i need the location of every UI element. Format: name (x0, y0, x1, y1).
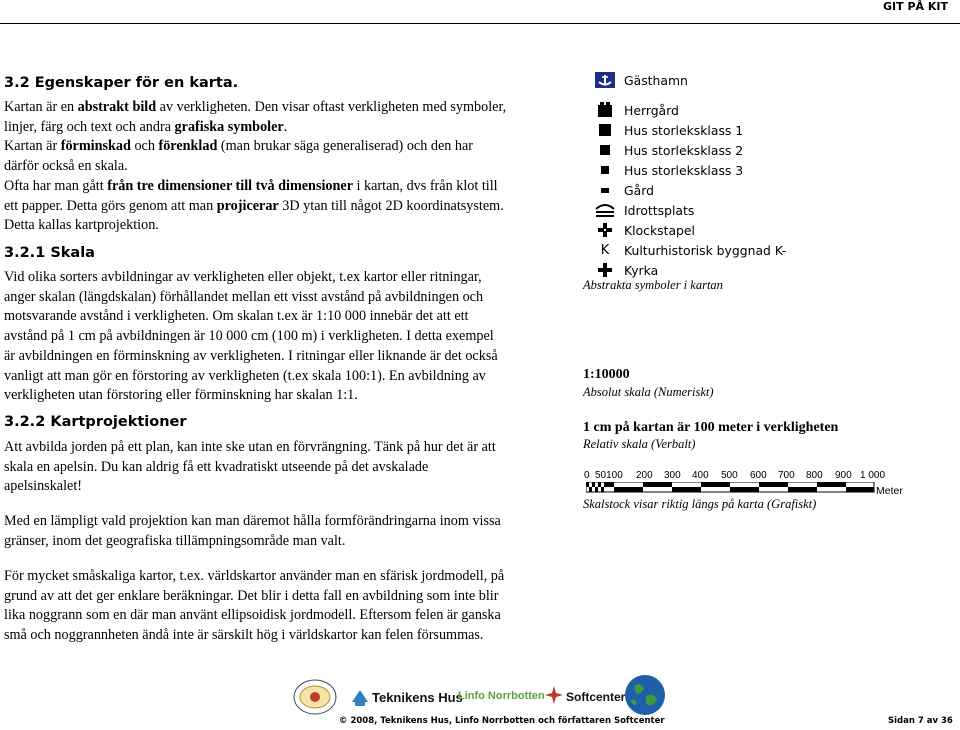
symbol-label: Herrgård (624, 102, 679, 118)
scale-tick-label: 200 (636, 470, 653, 481)
square-medium-icon (594, 141, 616, 159)
symbols-caption: Abstrakta symboler i kartan (583, 278, 723, 292)
symbol-label: Klockstapel (624, 222, 695, 238)
section-3-2-body (4, 98, 579, 236)
paragraph-line: är avbildningen en förminskning av verkligheten. I ritningar eller liknande är det också (4, 347, 498, 364)
section-heading-3-2: 3.2 Egenskaper för en karta. (4, 75, 239, 91)
scale-tick-label: 800 (806, 470, 823, 481)
logo-linfo-norrbotten: Linfo Norrbotten (458, 690, 545, 702)
square-large-icon (594, 121, 616, 139)
verbal-scale: 1 cm på kartan är 100 meter i verkligheten (583, 420, 839, 435)
paragraph-line: Detta kallas kartprojektion. (4, 217, 159, 234)
paragraph-line: vanligt att man gör en förstoring av verkligheten (t.ex skala 100:1). En avbildning av (4, 367, 486, 384)
symbol-label: Hus storleksklass 3 (624, 162, 744, 178)
paragraph-line: linjer, färg och text och andra grafiska symboler. (4, 118, 288, 135)
church-cross-icon (594, 261, 616, 279)
scale-unit: Meter (876, 485, 903, 497)
symbol-row-gard (594, 180, 654, 200)
scale-tick-label: 500 (721, 470, 738, 481)
logo-teknikens-hus: Teknikens Hus (372, 690, 463, 705)
verbal-scale-caption: Relativ skala (Verbalt) (583, 437, 696, 451)
paragraph-line: Ofta har man gått från tre dimensioner till två dimensioner i kartan, dvs från klot till (4, 177, 498, 194)
paragraph-line: gränser, inom det geografiska tillämpningsområde man valt. (4, 532, 346, 549)
symbol-row-kyrka (594, 260, 658, 280)
scale-tick-label: 400 (692, 470, 709, 481)
numeric-scale-caption: Absolut skala (Numeriskt) (583, 385, 714, 399)
k-letter-icon: K (600, 242, 610, 258)
numeric-scale: 1:10000 (583, 367, 630, 382)
section-heading-3-2-1: 3.2.1 Skala (4, 245, 95, 261)
scale-tick-label: 1 000 (860, 470, 886, 481)
section-3-2-1-body (4, 268, 579, 406)
paragraph-line: Kartan är en abstrakt bild av verkligheten. Den visar oftast verkligheten med symboler, (4, 99, 507, 115)
symbol-label: Gård (624, 182, 654, 198)
bell-tower-icon (594, 221, 616, 239)
paragraph-line: avstånd på 1 cm på avbildningen är 10 000 cm (100 m) i verkligheten. I detta exempel (4, 328, 494, 345)
paragraph-line: Med en lämpligt vald projektion kan man däremot hålla formförändringarna inom vissa (4, 513, 501, 529)
manor-icon (594, 101, 616, 119)
scale-tick-label: 50100 (595, 470, 623, 481)
paragraph-line: Kartan är förminskad och förenklad (man brukar säga generaliserad) och den har (4, 138, 474, 155)
scale-tick-label: 0 (584, 470, 590, 481)
paragraph-line: motsvarande avstånd i verkligheten. Om skalan t.ex är 1:10 000 innebär det att ett (4, 308, 469, 325)
scale-tick-label: 300 (664, 470, 681, 481)
symbol-row-idrottsplats (594, 200, 694, 220)
symbol-row-klockstapel (594, 220, 695, 240)
teknikens-hus-mark-icon (350, 688, 370, 708)
anchor-sign-icon (594, 71, 616, 89)
symbol-row-hus-2 (594, 140, 743, 160)
symbol-label: Kulturhistorisk byggnad K- (624, 242, 787, 258)
section-3-2-2-body-3 (4, 567, 579, 646)
section-3-2-2-body (4, 438, 579, 497)
paragraph-line: verkligheten utan förstoring eller förminskning har skalan 1:1. (4, 387, 358, 404)
scale-tick-label: 900 (835, 470, 852, 481)
paragraph-line: Att avbilda jorden på ett plan, kan inte ske utan en förvrängning. Tänk på hur det är att (4, 439, 496, 455)
footer-copyright: © 2008, Teknikens Hus, Linfo Norrbotten och författaren Softcenter (339, 716, 665, 726)
footer-page-number: Sidan 7 av 36 (888, 716, 953, 726)
stadium-icon (594, 201, 616, 219)
symbol-label: Hus storleksklass 2 (624, 142, 744, 158)
paragraph-line: därför också en skala. (4, 158, 128, 175)
square-small-icon (594, 161, 616, 179)
logo-softcenter: Softcenter (566, 690, 626, 704)
scale-tick-label: 700 (778, 470, 795, 481)
softcenter-mark-icon (544, 684, 564, 706)
symbol-row-herrgard (594, 100, 679, 120)
globe-logo (622, 672, 668, 718)
section-heading-3-2-2: 3.2.2 Kartprojektioner (4, 414, 187, 430)
scale-bar-graphic (586, 482, 876, 494)
paragraph-line: ett papper. Detta görs genom att man projicerar 3D ytan till något 2D koordinatsystem. (4, 197, 504, 214)
section-3-2-2-body-2 (4, 512, 579, 551)
paragraph-line: lika noggrann som en där man använt ellipsoidisk jordmodell. Eftersom felen är ganska (4, 607, 501, 624)
symbol-label: Hus storleksklass 1 (624, 122, 744, 138)
paragraph-line: små och noggrannheten ändå inte är särskilt hög i världskartor kan felen försummas. (4, 627, 484, 644)
symbol-row-hus-1 (594, 120, 743, 140)
paragraph-line: apelsinskalet! (4, 478, 83, 495)
symbol-label: Idrottsplats (624, 202, 695, 218)
symbol-label: Kyrka (624, 262, 659, 278)
paragraph-line: Vid olika sorters avbildningar av verkligheten eller objekt, t.ex kartor eller ritningar, (4, 269, 482, 285)
paragraph-line: skala en apelsin. Du kan aldrig få ett kvadratiskt utseende på det avskalade (4, 458, 429, 475)
symbol-label: Gästhamn (624, 72, 688, 88)
document-header-title: GIT PÅ KIT (883, 0, 948, 13)
paragraph-line: grund av att det ger enklare beräkningar. Det blir i detta fall en avbildning som inte blir (4, 587, 499, 604)
paragraph-line: anger skalan (längdskalan) förhållandet mellan ett visst avstånd på avbildningen och (4, 288, 484, 305)
symbol-row-kulturhistorisk (594, 240, 786, 260)
symbol-row-hus-3 (594, 160, 743, 180)
symbol-row-gasthamn (594, 70, 688, 90)
scale-tick-label: 600 (750, 470, 767, 481)
farm-icon (594, 181, 616, 199)
header-divider (0, 23, 960, 24)
paragraph-line: För mycket småskaliga kartor, t.ex. världskartor använder man en sfärisk jordmodell, på (4, 568, 505, 584)
regional-seal-logo (292, 678, 338, 716)
graphic-scale-caption: Skalstock visar riktig längs på karta (Grafiskt) (583, 497, 817, 511)
